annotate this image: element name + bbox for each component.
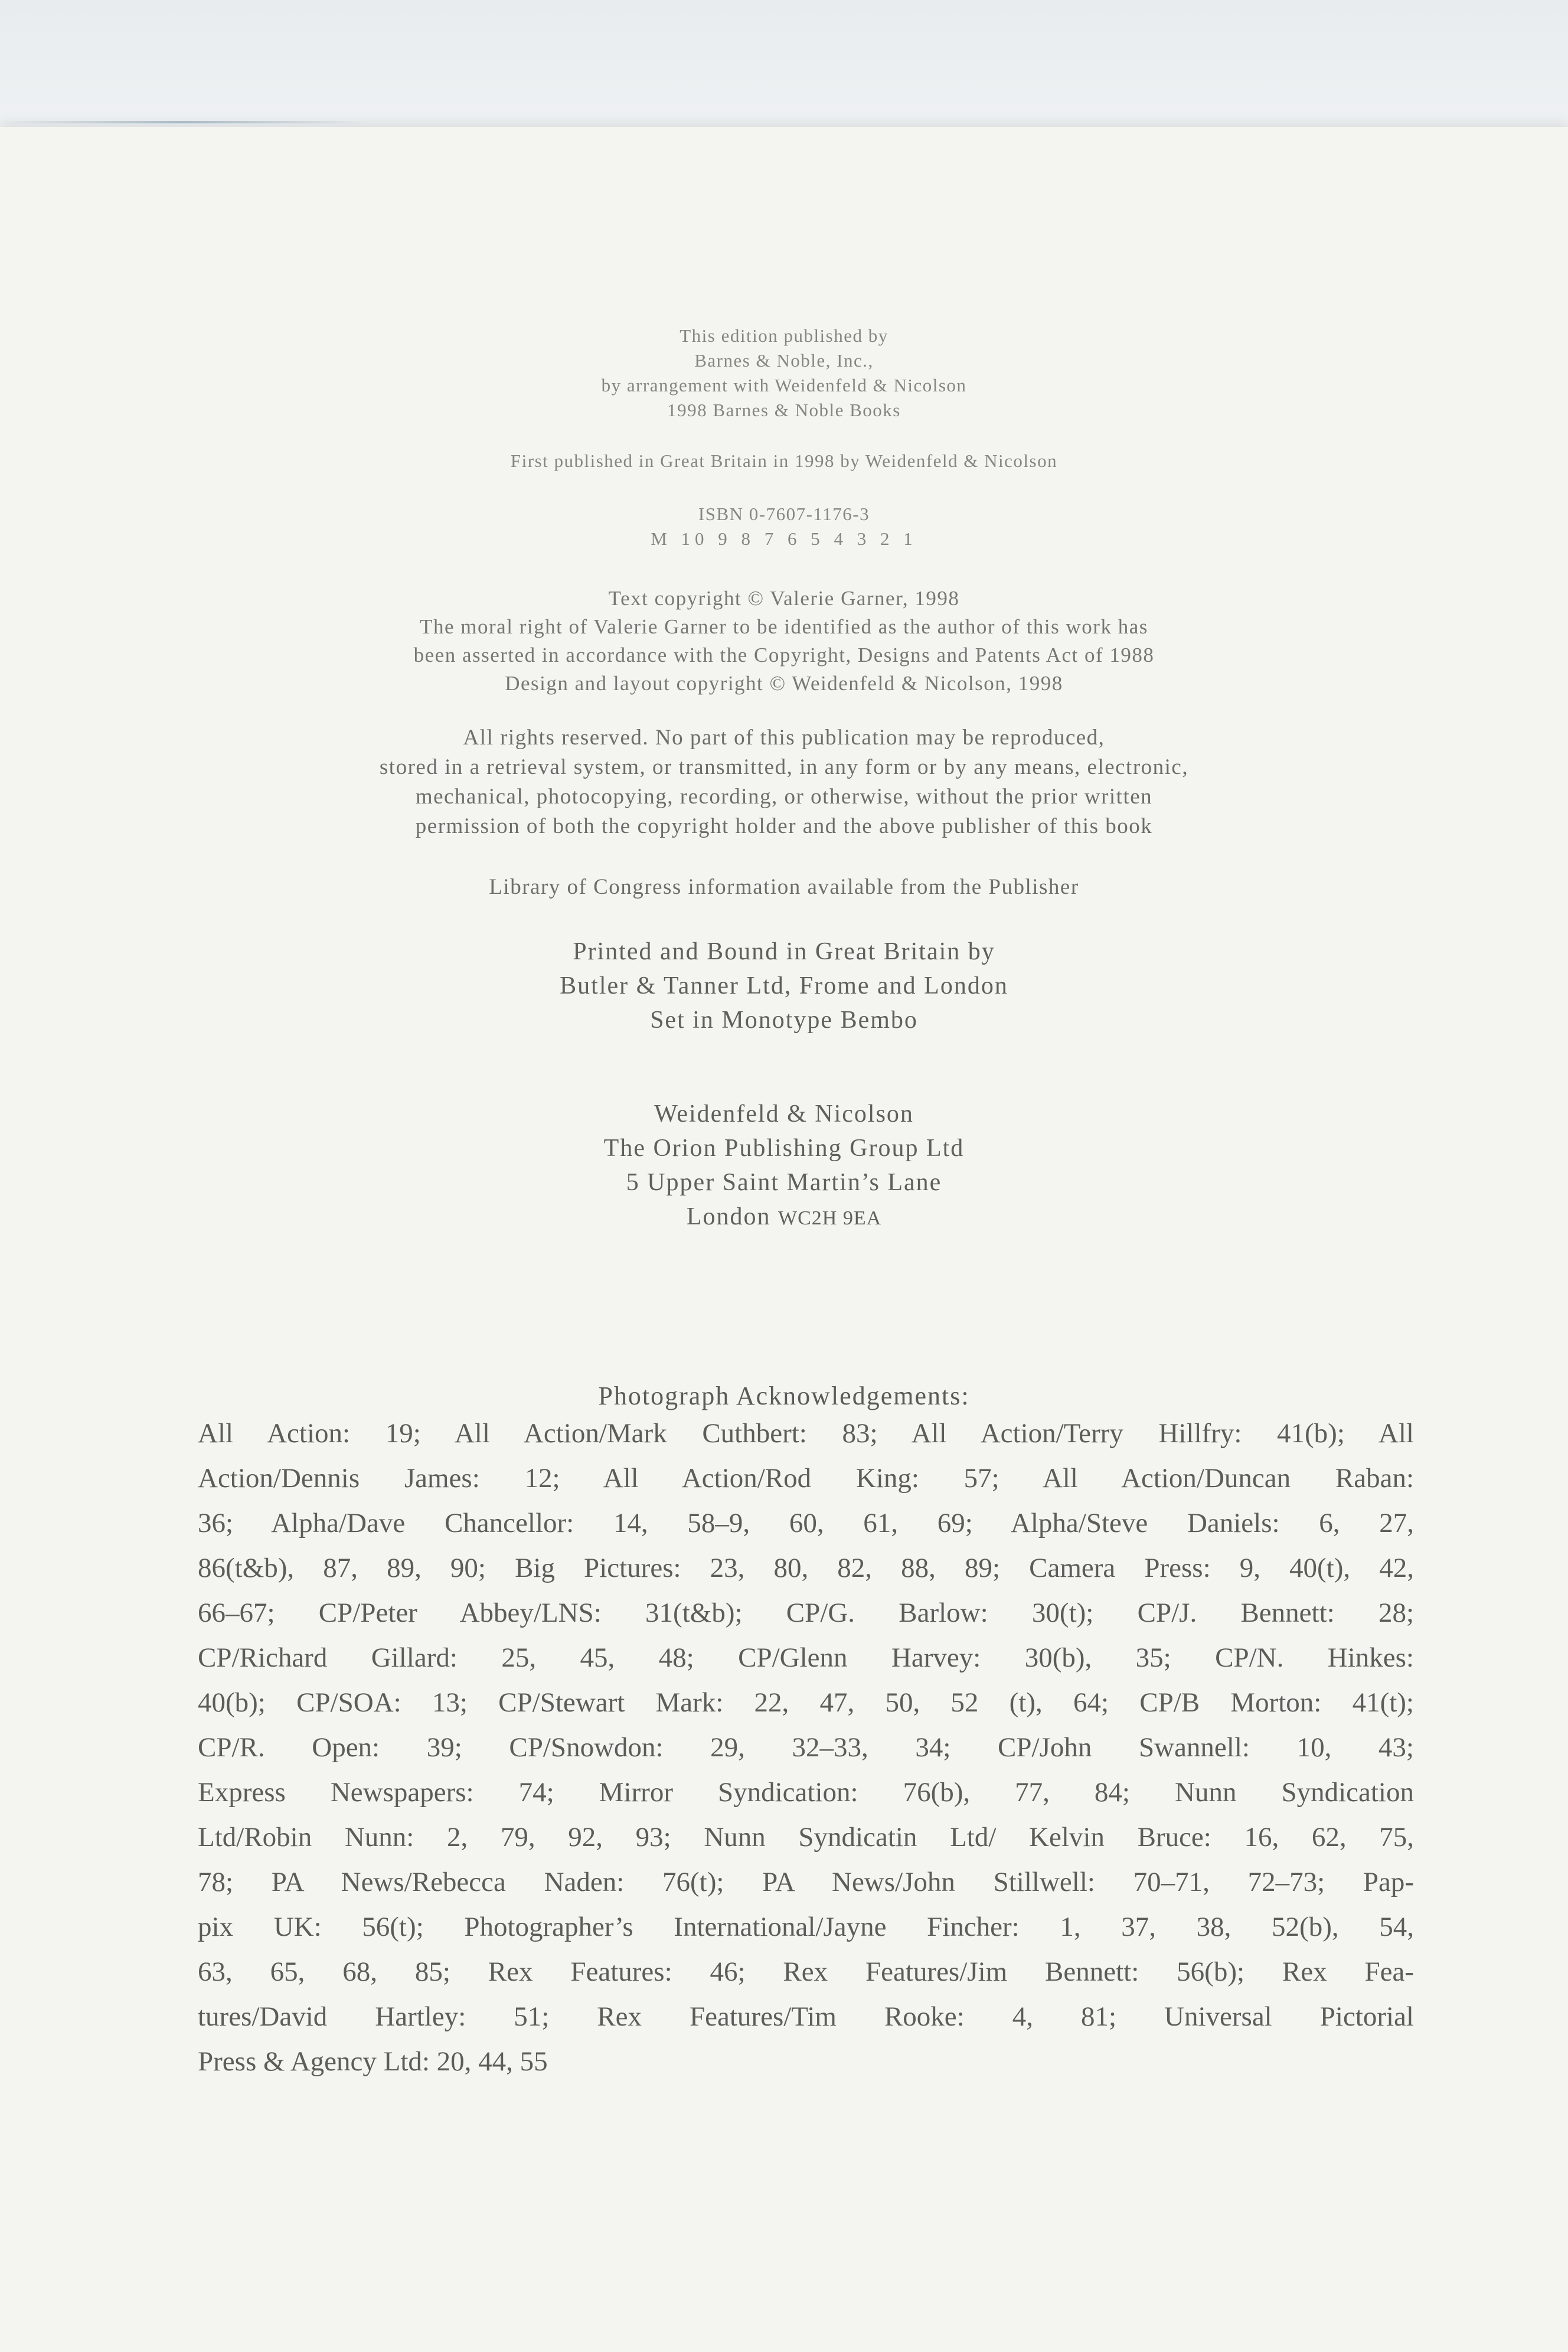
acknowledgements-line: Press & Agency Ltd: 20, 44, 55 [198, 2046, 548, 2077]
publisher-address-block [0, 1097, 1568, 1236]
rights-block [0, 723, 1568, 841]
acknowledgements-line: 40(b); CP/SOA: 13; CP/Stewart Mark: 22, 47, 50, 52 (t), 64; CP/B Morton: 41(t); [198, 1687, 1414, 1718]
copyright-block [0, 584, 1568, 698]
acknowledgements-line: Action/Dennis James: 12; All Action/Rod King: 57; All Action/Duncan Raban: [198, 1463, 1414, 1494]
acknowledgements-body [198, 1411, 1414, 2084]
printing-line: Printed and Bound in Great Britain by [573, 938, 995, 965]
edition-line: This edition published by [680, 325, 888, 346]
acknowledgements-line: CP/Richard Gillard: 25, 45, 48; CP/Glenn Harvey: 30(b), 35; CP/N. Hinkes: [198, 1642, 1414, 1673]
acknowledgements-title-block [0, 1378, 1568, 1414]
rights-line: permission of both the copyright holder and the above publisher of this book [415, 814, 1153, 838]
acknowledgements-line: tures/David Hartley: 51; Rex Features/Tim Rooke: 4, 81; Universal Pictorial [198, 2001, 1414, 2032]
copyright-line: Text copyright © Valerie Garner, 1998 [608, 587, 960, 610]
rights-line: mechanical, photocopying, recording, or otherwise, without the prior written [415, 785, 1153, 809]
acknowledgements-line: Express Newspapers: 74; Mirror Syndication: 76(b), 77, 84; Nunn Syndication [198, 1777, 1414, 1808]
first-published-block [0, 449, 1568, 473]
acknowledgements-line: 63, 65, 68, 85; Rex Features: 46; Rex Features/Jim Bennett: 56(b); Rex Fea- [198, 1956, 1414, 1987]
printing-line: Butler & Tanner Ltd, Frome and London [560, 972, 1008, 999]
edition-line: Barnes & Noble, Inc., [694, 350, 874, 371]
printing-line: Set in Monotype Bembo [650, 1007, 918, 1034]
acknowledgements-line: 36; Alpha/Dave Chancellor: 14, 58–9, 60, 61, 69; Alpha/Steve Daniels: 6, 27, [198, 1508, 1414, 1538]
publisher-name: Weidenfeld & Nicolson [654, 1100, 914, 1128]
edition-line: by arrangement with Weidenfeld & Nicolson [601, 375, 967, 396]
acknowledgements-title: Photograph Acknowledgements: [598, 1381, 970, 1410]
page-edge-shadow [0, 121, 366, 123]
printing-block [0, 935, 1568, 1037]
printing-number-line: M 10 9 8 7 6 5 4 3 2 1 [651, 528, 917, 549]
isbn-block [0, 502, 1568, 551]
edition-block [0, 324, 1568, 423]
library-line: Library of Congress information available from the Publisher [489, 875, 1079, 899]
acknowledgements-line: pix UK: 56(t); Photographer’s International/Jayne Fincher: 1, 37, 38, 52(b), 54, [198, 1912, 1414, 1942]
publisher-street: 5 Upper Saint Martin’s Lane [626, 1169, 942, 1196]
publisher-city: London [686, 1203, 771, 1230]
copyright-line: been asserted in accordance with the Copyright, Designs and Patents Act of 1988 [413, 643, 1155, 667]
acknowledgements-line: 66–67; CP/Peter Abbey/LNS: 31(t&b); CP/G. Barlow: 30(t); CP/J. Bennett: 28; [198, 1598, 1414, 1628]
rights-line: All rights reserved. No part of this publication may be reproduced, [463, 726, 1105, 750]
publisher-postcode: WC2H 9EA [778, 1207, 882, 1229]
publisher-city-line [0, 1200, 1568, 1236]
acknowledgements-line: All Action: 19; All Action/Mark Cuthbert: 83; All Action/Terry Hillfry: 41(b); All [198, 1418, 1414, 1449]
acknowledgements-line: 86(t&b), 87, 89, 90; Big Pictures: 23, 80, 82, 88, 89; Camera Press: 9, 40(t), 42, [198, 1553, 1414, 1583]
publisher-group: The Orion Publishing Group Ltd [603, 1135, 965, 1162]
rights-line: stored in a retrieval system, or transmitted, in any form or by any means, electronic, [379, 755, 1189, 779]
first-published-line: First published in Great Britain in 1998 by Weidenfeld & Nicolson [510, 450, 1058, 471]
library-block [0, 873, 1568, 902]
copyright-line: Design and layout copyright © Weidenfeld & Nicolson, 1998 [505, 672, 1063, 695]
isbn-line: ISBN 0-7607-1176-3 [698, 504, 870, 524]
edition-line: 1998 Barnes & Noble Books [667, 400, 901, 420]
acknowledgements-line: Ltd/Robin Nunn: 2, 79, 92, 93; Nunn Syndicatin Ltd/ Kelvin Bruce: 16, 62, 75, [198, 1822, 1414, 1853]
acknowledgements-line: 78; PA News/Rebecca Naden: 76(t); PA News/John Stillwell: 70–71, 72–73; Pap- [198, 1867, 1414, 1897]
acknowledgements-line: CP/R. Open: 39; CP/Snowdon: 29, 32–33, 34; CP/John Swannell: 10, 43; [198, 1732, 1414, 1763]
copyright-line: The moral right of Valerie Garner to be identified as the author of this work has [420, 615, 1148, 638]
